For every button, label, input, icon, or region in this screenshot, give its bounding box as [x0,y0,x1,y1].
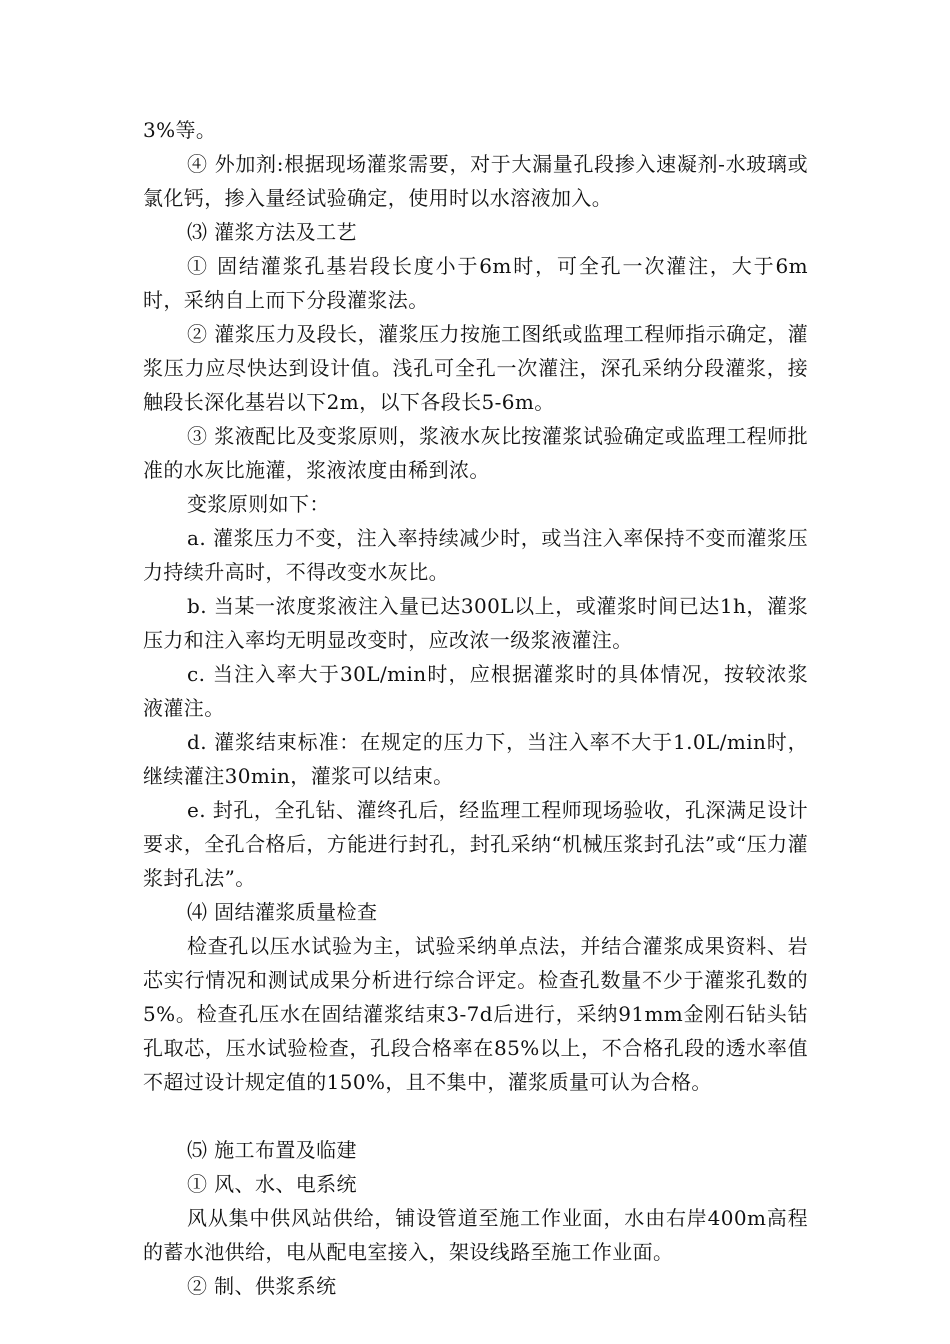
section-heading-grouting-method: ⑶ 灌浆方法及工艺 [187,220,357,244]
section-heading-quality-check: ⑷ 固结灌浆质量检查 [187,900,378,924]
list-item-a: a. 灌浆压力不变，注入率持续减少时，或当注入率保持不变而灌浆压力持续升高时，不得改变水灰比。 [143,526,808,584]
list-item-e: e. 封孔，全孔钻、灌终孔后，经监理工程师现场验收，孔深满足设计要求，全孔合格后，方能进行封孔，封孔采纳“机械压浆封孔法”或“压力灌浆封孔法”。 [143,798,808,890]
list-item-c: c. 当注入率大于30L/min时，应根据灌浆时的具体情况，按较浓浆液灌注。 [143,662,808,720]
subheading-grout-system: ② 制、供浆系统 [187,1274,337,1298]
subheading-air-water-power: ① 风、水、电系统 [187,1172,357,1196]
paragraph-supply: 风从集中供风站供给，铺设管道至施工作业面，水由右岸400m高程的蓄水池供给，电从配电室接入，架设线路至施工作业面。 [143,1206,808,1264]
paragraph-admixture: ④ 外加剂:根据现场灌浆需要，对于大漏量孔段掺入速凝剂-水玻璃或氯化钙，掺入量经试验确定，使用时以水溶液加入。 [143,152,808,210]
paragraph-grouting-pressure: ② 灌浆压力及段长，灌浆压力按施工图纸或监理工程师指示确定，灌浆压力应尽快达到设计值。浅孔可全孔一次灌注，深孔采纳分段灌浆，接触段长深化基岩以下2m，以下各段长5-6m。 [143,322,808,414]
paragraph-change-principle: 变浆原则如下： [187,492,330,516]
paragraph-mix-ratio: ③ 浆液配比及变浆原则，浆液水灰比按灌浆试验确定或监理工程师批准的水灰比施灌，浆液浓度由稀到浓。 [143,424,808,482]
section-heading-layout: ⑸ 施工布置及临建 [187,1138,357,1162]
paragraph-quality-check: 检查孔以压水试验为主，试验采纳单点法，并结合灌浆成果资料、岩芯实行情况和测试成果分析进行综合评定。检查孔数量不少于灌浆孔数的5%。检查孔压水在固结灌浆结束3-7d后进行，采纳91mm金刚石钻头钻孔取芯，压水试验检查，孔段合格率在85%以上，不合格孔段的透水率值不超过设计规定值的150%，且不集中，灌浆质量可认为合格。 [143,934,808,1094]
list-item-b: b. 当某一浓度浆液注入量已达300L以上，或灌浆时间已达1h，灌浆压力和注入率均无明显改变时，应改浓一级浆液灌注。 [143,594,808,652]
paragraph-hole-length: ① 固结灌浆孔基岩段长度小于6m时，可全孔一次灌注，大于6m时，采纳自上而下分段灌浆法。 [143,254,808,312]
list-item-d: d. 灌浆结束标准：在规定的压力下，当注入率不大于1.0L/min时，继续灌注30min，灌浆可以结束。 [143,730,808,788]
paragraph-continuation: 3%等。 [143,118,217,142]
